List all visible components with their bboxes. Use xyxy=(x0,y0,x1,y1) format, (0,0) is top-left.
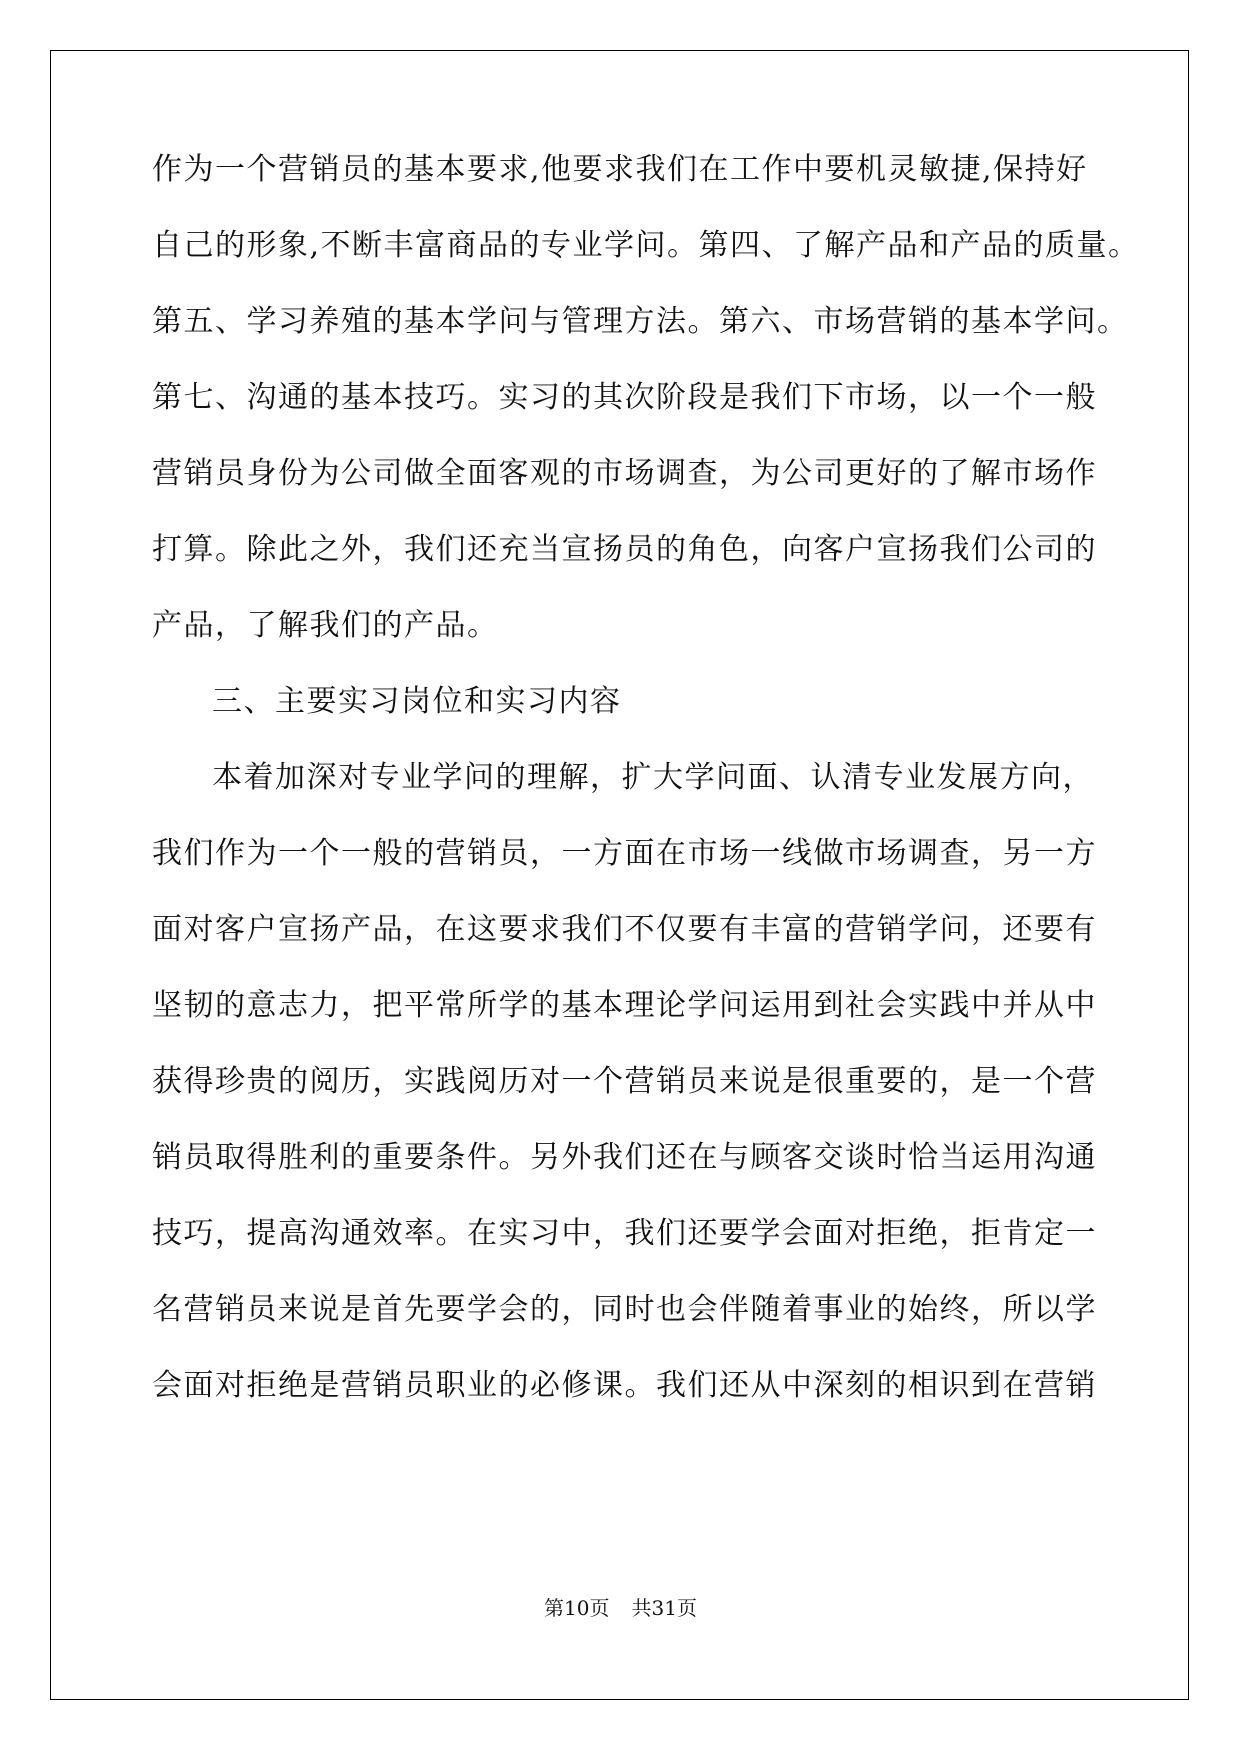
paragraph-line: 作为一个营销员的基本要求,他要求我们在工作中要机灵敏捷,保持好 xyxy=(152,152,1088,187)
paragraph-line: 本着加深对专业学问的理解，扩大学问面、认清专业发展方向， xyxy=(212,760,1094,795)
paragraph-line: 打算。除此之外，我们还充当宣扬员的角色，向客户宣扬我们公司的 xyxy=(152,532,1097,567)
paragraph-line: 坚韧的意志力，把平常所学的基本理论学问运用到社会实践中并从中 xyxy=(152,988,1097,1023)
section-heading: 三、主要实习岗位和实习内容 xyxy=(212,684,622,719)
paragraph-line: 获得珍贵的阅历，实践阅历对一个营销员来说是很重要的，是一个营 xyxy=(152,1064,1097,1099)
paragraph-line: 销员取得胜利的重要条件。另外我们还在与顾客交谈时恰当运用沟通 xyxy=(152,1140,1097,1175)
page-footer xyxy=(0,1593,1241,1623)
page-total: 共31页 xyxy=(631,1596,697,1620)
paragraph-line: 会面对拒绝是营销员职业的必修课。我们还从中深刻的相识到在营销 xyxy=(152,1368,1097,1403)
paragraph-line: 第五、学习养殖的基本学问与管理方法。第六、市场营销的基本学问。 xyxy=(152,304,1129,339)
paragraph-line: 产品，了解我们的产品。 xyxy=(152,608,499,643)
paragraph-line: 技巧，提高沟通效率。在实习中，我们还要学会面对拒绝，拒肯定一 xyxy=(152,1216,1097,1251)
paragraph-line: 自己的形象,不断丰富商品的专业学问。第四、了解产品和产品的质量。 xyxy=(152,228,1140,263)
paragraph-line: 第七、沟通的基本技巧。实习的其次阶段是我们下市场，以一个一般 xyxy=(152,380,1097,415)
paragraph-line: 名营销员来说是首先要学会的，同时也会伴随着事业的始终，所以学 xyxy=(152,1292,1097,1327)
paragraph-line: 我们作为一个一般的营销员，一方面在市场一线做市场调查，另一方 xyxy=(152,836,1097,871)
paragraph-line: 营销员身份为公司做全面客观的市场调查，为公司更好的了解市场作 xyxy=(152,456,1097,491)
paragraph-line: 面对客户宣扬产品，在这要求我们不仅要有丰富的营销学问，还要有 xyxy=(152,912,1097,947)
page-number: 第10页 xyxy=(544,1596,610,1620)
